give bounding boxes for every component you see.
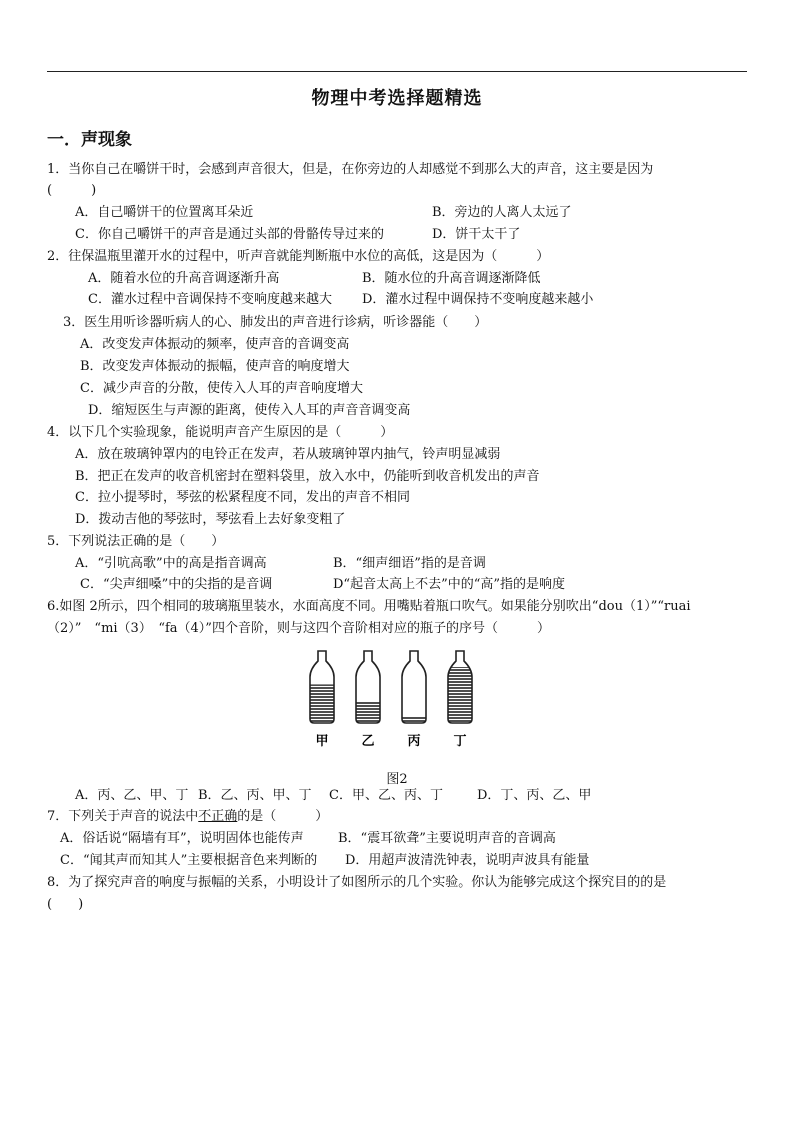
q4-option-b: B．把正在发声的收音机密封在塑料袋里，放入水中，仍能听到收音机发出的声音 [75, 469, 540, 484]
q2-option-b: B．随水位的升高音调逐渐降低 [362, 271, 541, 286]
q1-option-c: C．你自己嚼饼干的声音是通过头部的骨骼传导过来的 [75, 227, 384, 242]
q8-stem-cont: ( ) [47, 897, 84, 912]
figure-caption: 图2 [386, 772, 408, 787]
q7-underlined: 不正确 [198, 809, 238, 824]
q5-option-d: D“起音太高上不去”中的“高”指的是响度 [333, 577, 566, 592]
q2-option-d: D．灌水过程中调保持不变响度越来越小 [362, 292, 594, 307]
q6-option-c: C．甲、乙、丙、丁 [329, 788, 443, 803]
q2-option-c: C．灌水过程中音调保持不变响度越来越大 [88, 292, 332, 307]
page-title: 物理中考选择题精选 [311, 88, 483, 109]
q8-stem: 8．为了探究声音的响度与振幅的关系，小明设计了如图所示的几个实验。你认为能够完成这个探究目的的是 [47, 875, 667, 890]
bottle-label-3: 丙 [407, 734, 421, 749]
q5-option-c: C．“尖声细嗓”中的尖指的是音调 [80, 577, 273, 592]
q5-option-b: B．“细声细语”指的是音调 [333, 556, 486, 571]
q1-option-b: B．旁边的人离人太远了 [432, 205, 572, 220]
q6-option-b: B．乙、丙、甲、丁 [198, 788, 312, 803]
bottle-water-4 [448, 667, 472, 723]
bottle-label-2: 乙 [361, 734, 375, 749]
q3-option-d: D．缩短医生与声源的距离，使传入人耳的声音音调变高 [88, 403, 411, 418]
q7-stem: 7．下列关于声音的说法中不正确的是（ ） [47, 809, 329, 824]
q6-option-d: D．丁、丙、乙、甲 [477, 788, 592, 803]
bottle-water-2 [356, 702, 380, 723]
q4-stem: 4．以下几个实验现象，能说明声音产生原因的是（ ） [47, 425, 394, 440]
q5-stem: 5．下列说法正确的是（ ） [47, 534, 225, 549]
section-title: 一．声现象 [47, 130, 132, 150]
bottle-label-4: 丁 [453, 734, 467, 749]
q7-option-b: B．“震耳欲聋”主要说明声音的音调高 [338, 831, 556, 846]
q7-option-c: C．“闻其声而知其人”主要根据音色来判断的 [60, 853, 318, 868]
bottle-3 [402, 651, 426, 723]
q3-stem: 3．医生用听诊器听病人的心、肺发出的声音进行诊病，听诊器能（ ） [63, 315, 488, 330]
q7-option-d: D．用超声波清洗钟表，说明声波具有能量 [345, 853, 590, 868]
q4-option-a: A．放在玻璃钟罩内的电铃正在发声，若从玻璃钟罩内抽气，铃声明显减弱 [75, 447, 501, 462]
q2-stem: 2．往保温瓶里灌开水的过程中，听声音就能判断瓶中水位的高低，这是因为（ ） [47, 249, 550, 264]
q2-option-a: A．随着水位的升高音调逐渐升高 [88, 271, 280, 286]
q5-option-a: A．“引吭高歌”中的高是指音调高 [75, 556, 267, 571]
q1-stem: 1．当你自己在嚼饼干时，会感到声音很大，但是，在你旁边的人却感觉不到那么大的声音，这主要是因为 [47, 162, 654, 177]
q6-stem: 6.如图 2所示，四个相同的玻璃瓶里装水，水面高度不同。用嘴贴着瓶口吹气。如果能分别吹出“dou（1）”“ruai [47, 599, 691, 614]
bottle-water-3 [402, 716, 426, 723]
top-rule [47, 71, 747, 72]
q6-option-a: A．丙、乙、甲、丁 [75, 788, 189, 803]
q3-option-a: A．改变发声体振动的频率，使声音的音调变高 [80, 337, 350, 352]
q1-option-a: A．自己嚼饼干的位置离耳朵近 [75, 205, 254, 220]
q6-stem-cont: （2）” “mi（3） “fa（4）”四个音阶，则与这四个音阶相对应的瓶子的序号（ ） [47, 621, 550, 636]
q1-stem-cont: ( ) [47, 183, 97, 198]
q7-option-a: A．俗话说“隔墙有耳”，说明固体也能传声 [60, 831, 304, 846]
q1-option-d: D．饼干太干了 [432, 227, 521, 242]
bottle-label-1: 甲 [315, 734, 329, 749]
q3-option-b: B．改变发声体振动的振幅，使声音的响度增大 [80, 359, 350, 374]
q3-option-c: C．减少声音的分散，使传入人耳的声音响度增大 [80, 381, 363, 396]
bottle-water-1 [310, 685, 334, 724]
q4-option-c: C．拉小提琴时，琴弦的松紧程度不同，发出的声音不相同 [75, 490, 410, 505]
q4-option-d: D．拨动吉他的琴弦时，琴弦看上去好象变粗了 [75, 512, 346, 527]
bottles-figure [300, 645, 500, 755]
